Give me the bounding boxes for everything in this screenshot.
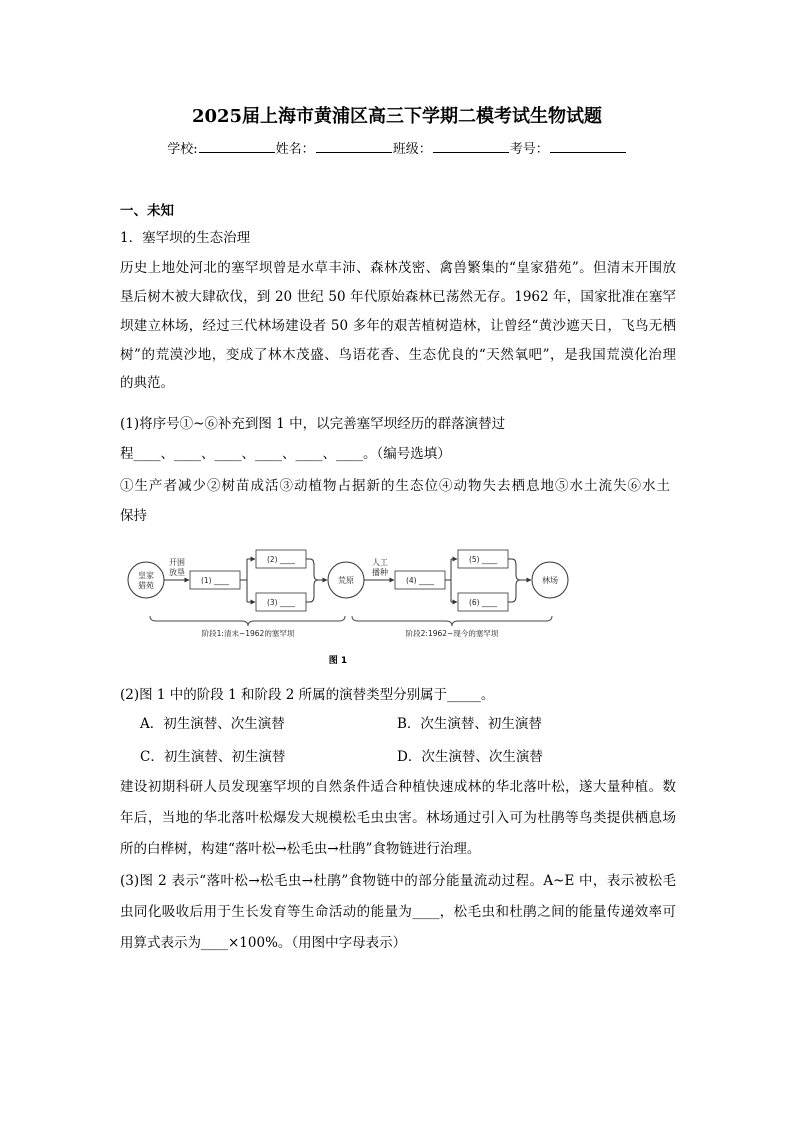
- node-royal-hunting-ground: [128, 562, 164, 598]
- figure-1-caption: 图 1: [328, 656, 348, 666]
- option-d: D．次生演替、次生演替: [397, 749, 543, 765]
- arrow-label: 播种: [372, 568, 388, 577]
- box-label: (4) ____: [405, 576, 435, 585]
- exam-title: 2025届上海市黄浦区高三下学期二模考试生物试题: [191, 106, 603, 127]
- name-blank: [316, 139, 392, 153]
- context-line: 建设初期科研人员发现塞罕坝的自然条件适合种植快速成林的华北落叶松，遂大量种植。数: [120, 779, 676, 795]
- arrow-label: 放垦: [169, 568, 185, 577]
- sub1-options-line: 保持: [120, 508, 147, 524]
- node-label: 荒原: [338, 576, 354, 585]
- intro-line: 历史上地处河北的塞罕坝曾是水草丰沛、森林茂密、禽兽繁集的“皇家猎苑”。但清末开围放: [120, 260, 676, 276]
- class-blank: [433, 139, 509, 153]
- succession-diagram: [0, 540, 794, 645]
- school-label: 学校:: [167, 142, 198, 157]
- intro-line: 垦后树木被大肆砍伐，到 20 世纪 50 年代原始森林已荡然无存。1962 年，国家批准在塞罕: [120, 289, 676, 305]
- sub2-stem: (2)图 1 中的阶段 1 和阶段 2 所属的演替类型分别属于_____。: [120, 687, 495, 703]
- option-c: C．初生演替、初生演替: [140, 749, 286, 765]
- exam-number-label: 考号：: [509, 142, 549, 157]
- sub3-line: 虫同化吸收后用于生长发育等生命活动的能量为____，松毛虫和杜鹃之间的能量传递效率可: [120, 904, 676, 920]
- box-label: (6) ____: [468, 598, 498, 607]
- merge-brace: [306, 559, 318, 602]
- name-label: 姓名：: [275, 142, 315, 157]
- box-label: (5) ____: [468, 555, 498, 564]
- sub1-stem-line: 程____、____、____、____、____、____。（编号选填）: [120, 446, 451, 462]
- exam-number-blank: [550, 139, 626, 153]
- sub1-stem-line: (1)将序号①~⑥补充到图 1 中，以完善塞罕坝经历的群落演替过: [120, 416, 506, 432]
- node-label: 猎苑: [138, 581, 154, 590]
- intro-line: 树”的荒漠沙地，变成了林木茂盛、鸟语花香、生态优良的“天然氧吧”，是我国荒漠化治理: [120, 347, 676, 363]
- stage-2-brace: [352, 616, 552, 626]
- box-label: (3) ____: [266, 598, 296, 607]
- stage-1-brace: [150, 616, 345, 626]
- school-blank: [199, 139, 275, 153]
- sub3-line: 用算式表示为____×100%。（用图中字母表示）: [120, 935, 407, 951]
- intro-line: 坝建立林场，经过三代林场建设者 50 多年的艰苦植树造林，让曾经“黄沙遮天日，飞鸟无栖: [120, 318, 676, 334]
- arrow-label: 人工: [372, 558, 388, 567]
- context-line: 所的白桦树，构建“落叶松→松毛虫→杜鹃”食物链进行治理。: [120, 841, 481, 857]
- stage-2-label: 阶段2:1962~现今的塞罕坝: [405, 629, 499, 638]
- question-heading: 1．塞罕坝的生态治理: [120, 230, 251, 246]
- stage-1-label: 阶段1:清末~1962的塞罕坝: [201, 629, 295, 638]
- box-label: (2) ____: [266, 555, 296, 564]
- node-label: 皇家: [138, 571, 154, 580]
- merge-brace: [508, 559, 520, 602]
- box-label: (1) ____: [200, 576, 230, 585]
- intro-line: 的典范。: [120, 375, 174, 391]
- class-label: 班级：: [392, 142, 432, 157]
- option-a: A．初生演替、次生演替: [140, 716, 285, 732]
- sub1-options-line: ①生产者减少②树苗成活③动植物占据新的生态位④动物失去栖息地⑤水土流失⑥水土: [120, 478, 670, 494]
- student-info-line: [0, 139, 794, 158]
- sub3-line: (3)图 2 表示“落叶松→松毛虫→杜鹃”食物链中的部分能量流动过程。A~E 中，表示被松毛: [120, 873, 676, 889]
- arrow-label: 开围: [169, 558, 185, 567]
- section-heading: 一、未知: [120, 203, 174, 219]
- option-b: B．次生演替、初生演替: [397, 716, 542, 732]
- node-label: 林场: [542, 576, 558, 585]
- context-line: 年后，当地的华北落叶松爆发大规模松毛虫虫害。林场通过引入可为杜鹃等鸟类提供栖息场: [120, 810, 676, 826]
